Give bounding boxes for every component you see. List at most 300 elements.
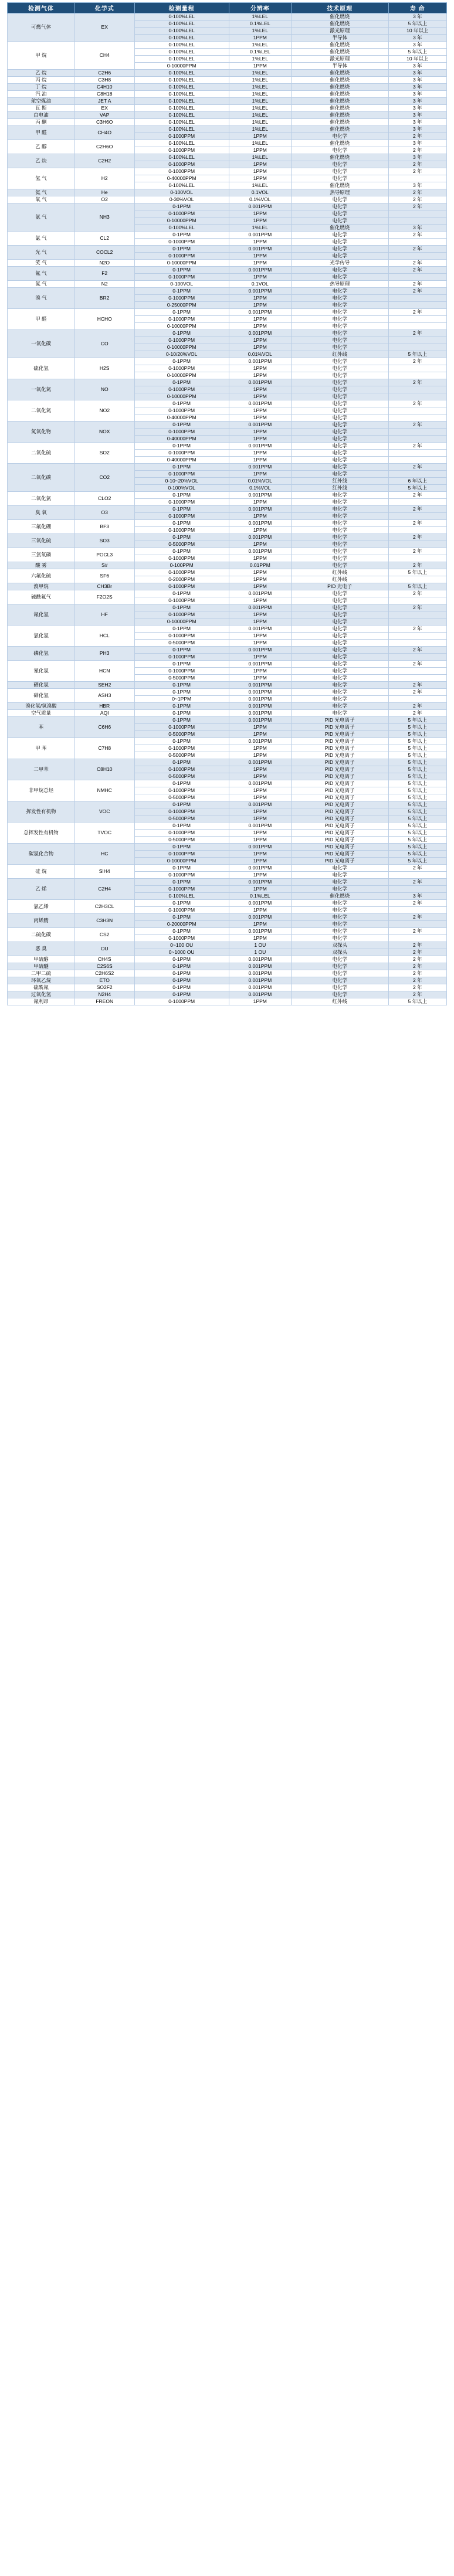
cell-range: 0-1000PPM bbox=[134, 611, 229, 618]
cell-life bbox=[388, 471, 446, 478]
table-row bbox=[8, 400, 447, 407]
cell-life bbox=[388, 872, 446, 879]
cell-gas-name: 硅 烷 bbox=[8, 865, 75, 879]
cell-technology: 电化学 bbox=[291, 548, 388, 555]
cell-gas-name: 碳氢化合物 bbox=[8, 844, 75, 865]
cell-resolution: 0.01%VOL bbox=[229, 478, 291, 485]
cell-formula: C2H2 bbox=[74, 154, 134, 168]
cell-range: 0-1PPM bbox=[134, 288, 229, 295]
cell-range: 0-1000PPM bbox=[134, 555, 229, 562]
cell-life: 3 年 bbox=[388, 112, 446, 119]
cell-gas-name: 一氧化氮 bbox=[8, 379, 75, 400]
cell-life: 2 年 bbox=[388, 358, 446, 365]
cell-life: 5 年以上 bbox=[388, 569, 446, 576]
cell-technology: 催化燃烧 bbox=[291, 77, 388, 84]
cell-range: 0-1000PPM bbox=[134, 210, 229, 218]
cell-range: 0-1PPM bbox=[134, 492, 229, 499]
cell-resolution: 1PPM bbox=[229, 724, 291, 731]
cell-life: 2 年 bbox=[388, 661, 446, 668]
cell-resolution: 1PPM bbox=[229, 907, 291, 914]
cell-life: 5 年以上 bbox=[388, 851, 446, 858]
cell-resolution: 1PPM bbox=[229, 794, 291, 801]
cell-life: 2 年 bbox=[388, 443, 446, 450]
cell-life: 2 年 bbox=[388, 161, 446, 168]
cell-gas-name: 光 气 bbox=[8, 246, 75, 260]
cell-range: 0-100%LEL bbox=[134, 112, 229, 119]
table-row bbox=[8, 703, 447, 710]
cell-range: 0-1PPM bbox=[134, 977, 229, 984]
cell-resolution: 1PPM bbox=[229, 886, 291, 893]
cell-range: 0-100%LEL bbox=[134, 126, 229, 133]
cell-resolution: 1PPM bbox=[229, 569, 291, 576]
cell-technology: 电化学 bbox=[291, 161, 388, 168]
cell-gas-name: 丁 烷 bbox=[8, 84, 75, 91]
table-row bbox=[8, 562, 447, 569]
cell-range: 0-40000PPM bbox=[134, 457, 229, 464]
header-gas: 检测气体 bbox=[8, 3, 75, 13]
cell-technology: 催化燃烧 bbox=[291, 91, 388, 98]
cell-life: 2 年 bbox=[388, 168, 446, 175]
cell-resolution: 1PPM bbox=[229, 218, 291, 225]
cell-technology: 催化燃烧 bbox=[291, 154, 388, 161]
cell-technology: 电化学 bbox=[291, 977, 388, 984]
cell-range: 0-1000PPM bbox=[134, 787, 229, 794]
table-row bbox=[8, 520, 447, 527]
cell-resolution: 1PPM bbox=[229, 766, 291, 773]
table-row bbox=[8, 13, 447, 21]
cell-gas-name: 三氧化硫 bbox=[8, 534, 75, 548]
cell-range: 0-1PPM bbox=[134, 900, 229, 907]
cell-resolution: 1PPM bbox=[229, 35, 291, 42]
cell-formula: C3H6O bbox=[74, 119, 134, 126]
cell-gas-name: 总挥发性有机物 bbox=[8, 823, 75, 844]
cell-technology: 电化学 bbox=[291, 302, 388, 309]
cell-resolution: 0.001PPM bbox=[229, 738, 291, 745]
cell-range: 0-1000PPM bbox=[134, 851, 229, 858]
cell-technology: 催化燃烧 bbox=[291, 42, 388, 49]
cell-resolution: 0.001PPM bbox=[229, 422, 291, 429]
cell-resolution: 1PPM bbox=[229, 386, 291, 393]
cell-life bbox=[388, 436, 446, 443]
cell-gas-name: 氮 气 bbox=[8, 281, 75, 288]
cell-resolution: 0.001PPM bbox=[229, 590, 291, 597]
cell-life: 5 年以上 bbox=[388, 351, 446, 358]
cell-life: 2 年 bbox=[388, 520, 446, 527]
table-row bbox=[8, 844, 447, 851]
cell-resolution: 0.001PPM bbox=[229, 647, 291, 654]
cell-technology: 电化学 bbox=[291, 682, 388, 689]
cell-resolution: 0.001PPM bbox=[229, 379, 291, 386]
cell-technology: 电化学 bbox=[291, 274, 388, 281]
cell-resolution: 1PPM bbox=[229, 436, 291, 443]
cell-technology: 电化学 bbox=[291, 668, 388, 675]
cell-gas-name: 二硫化碳 bbox=[8, 928, 75, 942]
cell-range: 0-100%LEL bbox=[134, 105, 229, 112]
table-row bbox=[8, 91, 447, 98]
cell-range: 0-20000PPM bbox=[134, 921, 229, 928]
cell-technology: PID 光电离子 bbox=[291, 773, 388, 780]
cell-life bbox=[388, 457, 446, 464]
cell-life: 2 年 bbox=[388, 984, 446, 991]
table-row bbox=[8, 309, 447, 316]
table-row bbox=[8, 710, 447, 717]
cell-resolution: 0.001PPM bbox=[229, 879, 291, 886]
cell-technology: 电化学 bbox=[291, 443, 388, 450]
cell-resolution: 0.001PPM bbox=[229, 956, 291, 963]
cell-resolution: 0.1%LEL bbox=[229, 49, 291, 56]
cell-range: 0-1PPM bbox=[134, 520, 229, 527]
cell-life: 2 年 bbox=[388, 703, 446, 710]
cell-technology: 电化学 bbox=[291, 703, 388, 710]
table-row bbox=[8, 119, 447, 126]
cell-resolution: 1PPM bbox=[229, 471, 291, 478]
cell-resolution: 1PPM bbox=[229, 576, 291, 583]
cell-range: 0-1000PPM bbox=[134, 745, 229, 752]
cell-gas-name: 甲硫醚 bbox=[8, 963, 75, 970]
cell-formula: ETO bbox=[74, 977, 134, 984]
table-row bbox=[8, 42, 447, 49]
cell-life: 2 年 bbox=[388, 203, 446, 210]
cell-technology: PID 光电离子 bbox=[291, 745, 388, 752]
cell-range: 0-100%LEL bbox=[134, 182, 229, 189]
table-row bbox=[8, 358, 447, 365]
gas-detection-spec-page bbox=[0, 2, 454, 1005]
cell-life: 2 年 bbox=[388, 464, 446, 471]
cell-technology: 电化学 bbox=[291, 203, 388, 210]
cell-technology: 催化燃烧 bbox=[291, 105, 388, 112]
cell-range: 0-1000PPM bbox=[134, 429, 229, 436]
cell-life bbox=[388, 654, 446, 661]
cell-technology: 红外线 bbox=[291, 998, 388, 1005]
cell-resolution: 0.001PPM bbox=[229, 844, 291, 851]
table-row bbox=[8, 780, 447, 787]
cell-resolution: 1PPM bbox=[229, 344, 291, 351]
cell-range: 0-100%LEL bbox=[134, 56, 229, 63]
cell-gas-name: 二甲二硫 bbox=[8, 970, 75, 977]
table-row bbox=[8, 464, 447, 471]
cell-life: 2 年 bbox=[388, 604, 446, 611]
table-body bbox=[8, 13, 447, 1005]
cell-formula: OU bbox=[74, 942, 134, 956]
cell-range: 0-1000PPM bbox=[134, 253, 229, 260]
cell-technology: 电化学 bbox=[291, 464, 388, 471]
cell-technology: 催化燃烧 bbox=[291, 119, 388, 126]
cell-technology: 电化学 bbox=[291, 436, 388, 443]
cell-range: 0-100%LEL bbox=[134, 77, 229, 84]
cell-resolution: 1PPM bbox=[229, 316, 291, 323]
cell-technology: 电化学 bbox=[291, 386, 388, 393]
cell-range: 0-10/20%VOL bbox=[134, 351, 229, 358]
cell-gas-name: 甲 烷 bbox=[8, 42, 75, 70]
cell-resolution: 1PPM bbox=[229, 815, 291, 823]
cell-life: 5 年以上 bbox=[388, 815, 446, 823]
cell-range: 0-1PPM bbox=[134, 309, 229, 316]
cell-resolution: 1PPM bbox=[229, 147, 291, 154]
cell-life bbox=[388, 640, 446, 647]
cell-gas-name: 甲 醛 bbox=[8, 126, 75, 140]
cell-life: 2 年 bbox=[388, 689, 446, 696]
cell-resolution: 1PPM bbox=[229, 837, 291, 844]
cell-technology: 红外线 bbox=[291, 478, 388, 485]
cell-gas-name: 氟 气 bbox=[8, 267, 75, 281]
cell-gas-name: 氯 气 bbox=[8, 232, 75, 246]
cell-range: 0-1000PPM bbox=[134, 365, 229, 372]
table-row bbox=[8, 330, 447, 337]
cell-life: 2 年 bbox=[388, 422, 446, 429]
table-row bbox=[8, 738, 447, 745]
cell-technology: 电化学 bbox=[291, 492, 388, 499]
cell-gas-name: 三氟化硼 bbox=[8, 520, 75, 534]
cell-technology: 电化学 bbox=[291, 633, 388, 640]
cell-gas-name: 瓦 斯 bbox=[8, 105, 75, 112]
cell-resolution: 0.001PPM bbox=[229, 717, 291, 724]
cell-technology: 电化学 bbox=[291, 872, 388, 879]
cell-formula: SEH2 bbox=[74, 682, 134, 689]
cell-life bbox=[388, 210, 446, 218]
cell-life bbox=[388, 337, 446, 344]
cell-technology: 电化学 bbox=[291, 879, 388, 886]
cell-formula: CH4 bbox=[74, 42, 134, 70]
cell-technology: PID 光电离子 bbox=[291, 823, 388, 830]
cell-formula: C8H10 bbox=[74, 759, 134, 780]
cell-range: 0-1PPM bbox=[134, 330, 229, 337]
cell-resolution: 0.001PPM bbox=[229, 443, 291, 450]
cell-formula: HCN bbox=[74, 661, 134, 682]
cell-range: 0-1000PPM bbox=[134, 597, 229, 604]
cell-resolution: 0.1VOL bbox=[229, 281, 291, 288]
cell-resolution: 0.001PPM bbox=[229, 984, 291, 991]
cell-range: 0-1PPM bbox=[134, 506, 229, 513]
cell-life: 5 年以上 bbox=[388, 724, 446, 731]
cell-life bbox=[388, 450, 446, 457]
cell-life: 2 年 bbox=[388, 189, 446, 196]
cell-formula: HBR bbox=[74, 703, 134, 710]
cell-range: 0-1000PPM bbox=[134, 407, 229, 414]
cell-technology: PID 光电离子 bbox=[291, 815, 388, 823]
cell-formula: PH3 bbox=[74, 647, 134, 661]
cell-technology: 电化学 bbox=[291, 520, 388, 527]
table-row bbox=[8, 977, 447, 984]
cell-technology: 激光原理 bbox=[291, 28, 388, 35]
cell-range: 0-1000PPM bbox=[134, 168, 229, 175]
table-row bbox=[8, 506, 447, 513]
cell-range: 0-1PPM bbox=[134, 963, 229, 970]
cell-technology: 电化学 bbox=[291, 513, 388, 520]
cell-formula: VOC bbox=[74, 801, 134, 823]
cell-life: 2 年 bbox=[388, 879, 446, 886]
cell-technology: 电化学 bbox=[291, 626, 388, 633]
cell-gas-name: 甲 醛 bbox=[8, 309, 75, 330]
cell-formula: O2 bbox=[74, 196, 134, 203]
cell-range: 0-40000PPM bbox=[134, 175, 229, 182]
table-row bbox=[8, 203, 447, 210]
cell-resolution: 1PPM bbox=[229, 372, 291, 379]
table-row bbox=[8, 246, 447, 253]
cell-gas-name: 乙 烷 bbox=[8, 70, 75, 77]
cell-resolution: 1PPM bbox=[229, 731, 291, 738]
cell-life: 2 年 bbox=[388, 196, 446, 203]
cell-technology: 电化学 bbox=[291, 534, 388, 541]
cell-resolution: 1 OU bbox=[229, 942, 291, 949]
cell-technology: 催化燃烧 bbox=[291, 126, 388, 133]
cell-range: 0-100%LEL bbox=[134, 119, 229, 126]
cell-formula: CLO2 bbox=[74, 492, 134, 506]
cell-technology: 电化学 bbox=[291, 253, 388, 260]
cell-technology: 电化学 bbox=[291, 991, 388, 998]
cell-technology: 电化学 bbox=[291, 372, 388, 379]
cell-range: 0-100%LEL bbox=[134, 98, 229, 105]
cell-gas-name: 氧 气 bbox=[8, 196, 75, 203]
cell-formula: HF bbox=[74, 604, 134, 626]
cell-formula: HC bbox=[74, 844, 134, 865]
cell-technology: 电化学 bbox=[291, 618, 388, 626]
cell-technology: 催化燃烧 bbox=[291, 140, 388, 147]
cell-resolution: 0.001PPM bbox=[229, 520, 291, 527]
cell-technology: 电化学 bbox=[291, 640, 388, 647]
cell-resolution: 1PPM bbox=[229, 872, 291, 879]
cell-gas-name: 六氟化硫 bbox=[8, 569, 75, 583]
cell-life: 2 年 bbox=[388, 977, 446, 984]
cell-technology: 电化学 bbox=[291, 407, 388, 414]
cell-gas-name: 白电油 bbox=[8, 112, 75, 119]
cell-life: 2 年 bbox=[388, 942, 446, 949]
cell-life bbox=[388, 907, 446, 914]
cell-resolution: 1PPM bbox=[229, 274, 291, 281]
cell-formula: N2 bbox=[74, 281, 134, 288]
cell-resolution: 1PPM bbox=[229, 337, 291, 344]
cell-life: 5 年以上 bbox=[388, 485, 446, 492]
cell-range: 0-1PPM bbox=[134, 801, 229, 808]
cell-range: 0-1PPM bbox=[134, 422, 229, 429]
table-row bbox=[8, 970, 447, 977]
cell-range: 0-1PPM bbox=[134, 246, 229, 253]
cell-life: 2 年 bbox=[388, 647, 446, 654]
cell-range: 0-100VOL bbox=[134, 189, 229, 196]
table-row bbox=[8, 942, 447, 949]
cell-gas-name: 二氧化氯 bbox=[8, 492, 75, 506]
cell-technology: 电化学 bbox=[291, 907, 388, 914]
table-header-row bbox=[8, 3, 447, 13]
cell-range: 0-1000PPM bbox=[134, 766, 229, 773]
cell-life: 5 年以上 bbox=[388, 766, 446, 773]
cell-technology: 催化燃烧 bbox=[291, 84, 388, 91]
cell-resolution: 1PPM bbox=[229, 302, 291, 309]
cell-resolution: 0.001PPM bbox=[229, 696, 291, 703]
cell-range: 0-1PPM bbox=[134, 534, 229, 541]
cell-formula: FREON bbox=[74, 998, 134, 1005]
cell-life bbox=[388, 611, 446, 618]
cell-range: 0-100%LEL bbox=[134, 154, 229, 161]
cell-formula: C3H8 bbox=[74, 77, 134, 84]
table-row bbox=[8, 604, 447, 611]
cell-resolution: 0.001PPM bbox=[229, 970, 291, 977]
cell-formula: SO3 bbox=[74, 534, 134, 548]
cell-range: 0-1000PPM bbox=[134, 872, 229, 879]
cell-technology: 电化学 bbox=[291, 358, 388, 365]
cell-range: 0-100%LEL bbox=[134, 140, 229, 147]
cell-range: 0-1000PPM bbox=[134, 274, 229, 281]
cell-range: 0-100%VOL bbox=[134, 485, 229, 492]
header-range: 检测量程 bbox=[134, 3, 229, 13]
table-row bbox=[8, 717, 447, 724]
table-row bbox=[8, 759, 447, 766]
cell-resolution: 0.001PPM bbox=[229, 689, 291, 696]
cell-resolution: 1PPM bbox=[229, 675, 291, 682]
cell-resolution: 1%LEL bbox=[229, 28, 291, 35]
cell-formula: S# bbox=[74, 562, 134, 569]
cell-range: 0-1PPM bbox=[134, 604, 229, 611]
cell-technology: 催化燃烧 bbox=[291, 893, 388, 900]
cell-formula: H2S bbox=[74, 358, 134, 379]
cell-technology: 红外线 bbox=[291, 569, 388, 576]
cell-resolution: 0.001PPM bbox=[229, 900, 291, 907]
cell-life: 2 年 bbox=[388, 267, 446, 274]
cell-resolution: 1PPM bbox=[229, 633, 291, 640]
cell-range: 0~1000 OU bbox=[134, 949, 229, 956]
cell-technology: PID 光电离子 bbox=[291, 724, 388, 731]
cell-range: 0-100%LEL bbox=[134, 13, 229, 21]
cell-life: 3 年 bbox=[388, 140, 446, 147]
cell-technology: 电化学 bbox=[291, 147, 388, 154]
cell-technology: 电化学 bbox=[291, 365, 388, 372]
cell-technology: 激光原理 bbox=[291, 56, 388, 63]
cell-gas-name: 氮氧化物 bbox=[8, 422, 75, 443]
cell-formula: ASH3 bbox=[74, 689, 134, 703]
cell-range: 0-1000PPM bbox=[134, 450, 229, 457]
table-row bbox=[8, 900, 447, 907]
cell-range: 0-100%LEL bbox=[134, 35, 229, 42]
cell-range: 0-40000PPM bbox=[134, 414, 229, 422]
cell-technology: 电化学 bbox=[291, 921, 388, 928]
cell-formula: NO2 bbox=[74, 400, 134, 422]
cell-life: 2 年 bbox=[388, 400, 446, 407]
cell-gas-name: 乙 醇 bbox=[8, 140, 75, 154]
cell-formula: NO bbox=[74, 379, 134, 400]
header-life: 寿 命 bbox=[388, 3, 446, 13]
cell-resolution: 1PPM bbox=[229, 260, 291, 267]
cell-range: 0-1PPM bbox=[134, 703, 229, 710]
cell-technology: 催化燃烧 bbox=[291, 13, 388, 21]
cell-resolution: 1PPM bbox=[229, 407, 291, 414]
cell-resolution: 0.001PPM bbox=[229, 963, 291, 970]
cell-resolution: 0.001PPM bbox=[229, 801, 291, 808]
cell-technology: 电化学 bbox=[291, 541, 388, 548]
table-row bbox=[8, 626, 447, 633]
cell-range: 0-5000PPM bbox=[134, 773, 229, 780]
cell-technology: PID 光电离子 bbox=[291, 851, 388, 858]
cell-life: 2 年 bbox=[388, 900, 446, 907]
cell-range: 0-1PPM bbox=[134, 590, 229, 597]
cell-life: 2 年 bbox=[388, 590, 446, 597]
cell-technology: 电化学 bbox=[291, 661, 388, 668]
cell-technology: PID 光电离子 bbox=[291, 780, 388, 787]
cell-range: 0-5000PPM bbox=[134, 731, 229, 738]
cell-life: 3 年 bbox=[388, 105, 446, 112]
cell-range: 0-10000PPM bbox=[134, 344, 229, 351]
cell-resolution: 1PPM bbox=[229, 253, 291, 260]
cell-range: 0~100 OU bbox=[134, 942, 229, 949]
cell-formula: JET A bbox=[74, 98, 134, 105]
cell-life bbox=[388, 407, 446, 414]
cell-resolution: 1%LEL bbox=[229, 42, 291, 49]
cell-life: 10 年以上 bbox=[388, 56, 446, 63]
cell-resolution: 0.001PPM bbox=[229, 661, 291, 668]
cell-resolution: 1PPM bbox=[229, 513, 291, 520]
cell-resolution: 1%LEL bbox=[229, 13, 291, 21]
cell-technology: 电化学 bbox=[291, 246, 388, 253]
cell-life bbox=[388, 239, 446, 246]
cell-resolution: 0.001PPM bbox=[229, 682, 291, 689]
